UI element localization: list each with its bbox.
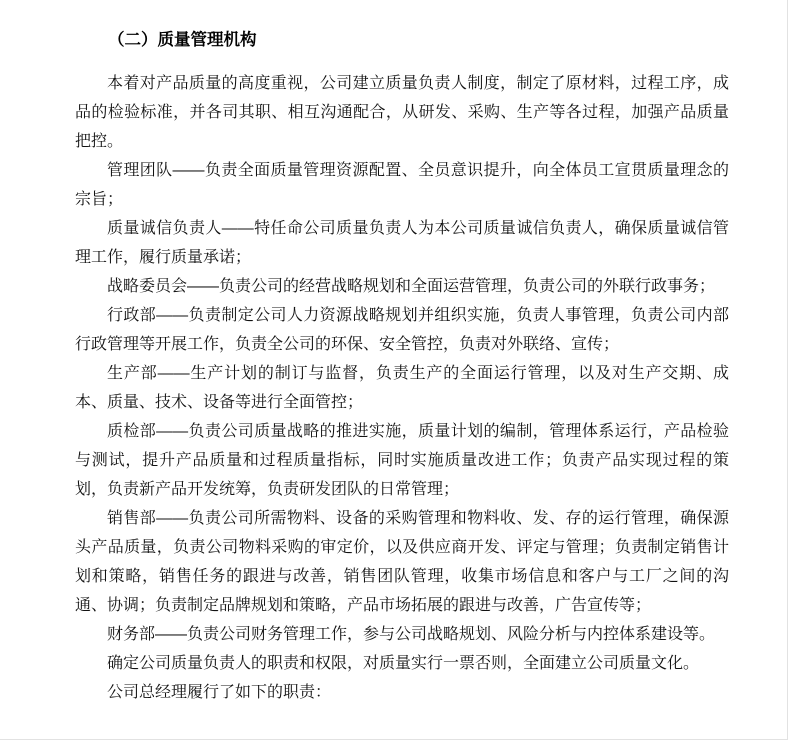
paragraph-gm-duties-lead-in: 公司总经理履行了如下的职责： <box>107 684 332 701</box>
paragraph-production-department: 生产部——生产计划的制订与监督，负责生产的全面运行管理，以及对生产交期、成本、质量、技术、设备等进行全面管控； <box>75 365 729 411</box>
paragraph-quality-integrity-officer: 质量诚信负责人——特任命公司质量负责人为本公司质量诚信负责人，确保质量诚信管理工作，履行质量承诺； <box>75 220 729 266</box>
paragraph-sales-department: 销售部——负责公司所需物料、设备的采购管理和物料收、发、存的运行管理，确保源头产品质量，负责公司物料采购的审定价，以及供应商开发、评定与管理；负责制定销售计划和策略，销售任务的跟进与改善，销售团队管理，收集市场信息和客户与工厂之间的沟通、协调；负责制定品牌规划和策略，产品市场拓展的跟进与改善，广告宣传等； <box>75 510 729 614</box>
paragraph-quality-officer-duties: 确定公司质量负责人的职责和权限，对质量实行一票否则，全面建立公司质量文化。 <box>107 655 700 672</box>
paragraph-intro: 本着对产品质量的高度重视，公司建立质量负责人制度，制定了原材料，过程工序，成品的检验标准，并各司其职、相互沟通配合，从研发、采购、生产等各过程，加强产品质量把控。 <box>75 75 729 150</box>
section-heading: （二）质量管理机构 <box>108 31 257 49</box>
paragraph-finance-department: 财务部——负责公司财务管理工作，参与公司战略规划、风险分析与内控体系建设等。 <box>107 626 716 643</box>
paragraph-strategy-committee: 战略委员会——负责公司的经营战略规划和全面运营管理，负责公司的外联行政事务； <box>107 278 716 295</box>
paragraph-qc-department: 质检部——负责公司质量战略的推进实施，质量计划的编制，管理体系运行，产品检验与测试，提升产品质量和过程质量指标，同时实施质量改进工作；负责产品实现过程的策划，负责新产品开发统筹，负责研发团队的日常管理； <box>75 423 729 498</box>
paragraph-admin-department: 行政部——负责制定公司人力资源战略规划并组织实施，负责人事管理，负责公司内部行政管理等开展工作，负责全公司的环保、安全管控，负责对外联络、宣传； <box>75 307 729 353</box>
paragraph-management-team: 管理团队——负责全面质量管理资源配置、全员意识提升，向全体员工宣贯质量理念的宗旨； <box>75 162 729 208</box>
